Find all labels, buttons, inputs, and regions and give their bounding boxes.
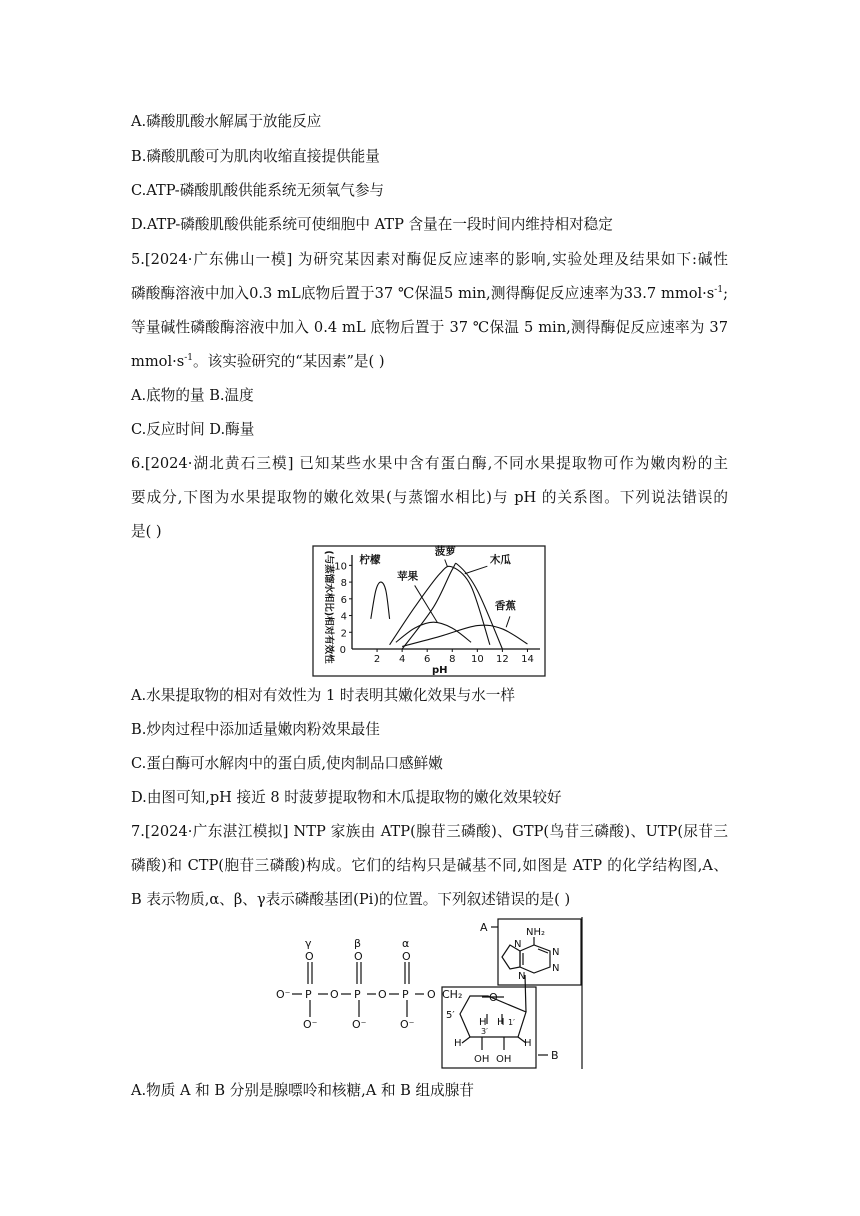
amino-group: NH₂ — [526, 927, 546, 938]
q5-stem-line1: 5.[2024·广东佛山一模] 为研究某因素对酶促反应速率的影响,实验处理及结果如下:碱性 — [131, 251, 728, 268]
x-tick-label: 12 — [496, 654, 509, 665]
q5-sup-1: -1 — [714, 285, 724, 296]
q5-options-cd: C.反应时间 D.酶量 — [131, 421, 255, 438]
atom-o: O — [305, 950, 314, 963]
series-label: 柠檬 — [359, 553, 381, 566]
atom-o: O — [330, 988, 339, 1001]
atom-o-minus: O⁻ — [352, 1018, 367, 1031]
q6-option-b: B.炒肉过程中添加适量嫩肉粉效果最佳 — [131, 721, 380, 738]
q6-option-d: D.由图可知,pH 接近 8 时菠萝提取物和木瓜提取物的嫩化效果较好 — [131, 789, 562, 806]
atom-o: O — [402, 950, 411, 963]
carbon-1-prime: 1′ — [508, 1018, 515, 1027]
y-tick-label: 8 — [340, 578, 347, 590]
atom-h: H — [497, 1017, 505, 1028]
atom-p: P — [354, 988, 361, 1001]
q5-options-ab: A.底物的量 B.温度 — [131, 387, 254, 404]
y-tick-label: 4 — [340, 611, 347, 623]
q6-stem-line3: 是( ) — [131, 523, 162, 540]
atom-n: N — [514, 939, 522, 950]
atom-o: O — [378, 988, 387, 1001]
q6-stem-line2: 要成分,下图为水果提取物的嫩化效果(与蒸馏水相比)与 pH 的关系图。下列说法错误的 — [131, 489, 728, 506]
alpha-label: α — [402, 937, 410, 950]
label-b: B — [551, 1049, 559, 1062]
hydroxyl-group: OH — [496, 1054, 512, 1065]
gamma-label: γ — [305, 937, 312, 950]
q4-option-c: C.ATP-磷酸肌酸供能系统无须氧气参与 — [131, 182, 385, 199]
x-tick-label: 2 — [373, 654, 381, 665]
atom-h: H — [524, 1038, 532, 1049]
q7-stem-line3: B 表示物质,α、β、γ表示磷酸基团(Pi)的位置。下列叙述错误的是( ) — [131, 891, 571, 908]
atom-o: O — [427, 988, 436, 1001]
y-tick-label: 2 — [340, 628, 347, 640]
atom-o: O — [354, 950, 363, 963]
atom-o-minus: O⁻ — [276, 988, 291, 1001]
q4-option-d: D.ATP-磷酸肌酸供能系统可使细胞中 ATP 含量在一段时间内维持相对稳定 — [131, 216, 613, 233]
x-tick-label: 4 — [398, 654, 406, 665]
series-label: 香蕉 — [494, 599, 516, 612]
q6-stem-line1: 6.[2024·湖北黄石三模] 已知某些水果中含有蛋白酶,不同水果提取物可作为嫩肉粉的主 — [131, 455, 728, 472]
q7-stem-line1: 7.[2024·广东湛江模拟] NTP 家族由 ATP(腺苷三磷酸)、GTP(鸟苷三磷酸)、UTP(尿苷三 — [131, 823, 728, 840]
atom-h: H — [454, 1038, 462, 1049]
chart-ylabel: (与蒸馏水相比)相对有效性 — [323, 550, 334, 664]
x-tick-label: 8 — [449, 654, 456, 665]
atom-o-minus: O⁻ — [400, 1018, 415, 1031]
q4-option-a: A.磷酸肌酸水解属于放能反应 — [131, 113, 322, 130]
atom-p: P — [305, 988, 312, 1001]
label-a: A — [480, 921, 488, 934]
q7-option-a: A.物质 A 和 B 分别是腺嘌呤和核糖,A 和 B 组成腺苷 — [131, 1082, 474, 1099]
x-tick-label: 6 — [424, 654, 431, 665]
y-tick-label: 6 — [340, 594, 347, 606]
q5-sup-2: -1 — [184, 353, 194, 364]
ring-oxygen: O — [489, 991, 498, 1004]
atom-p: P — [402, 988, 409, 1001]
atom-n: N — [552, 947, 560, 958]
atom-ch2: CH₂ — [442, 988, 463, 1001]
q7-stem-line2: 磷酸)和 CTP(胞苷三磷酸)构成。它们的结构只是碱基不同,如图是 ATP 的化学结构图,A、 — [131, 857, 728, 874]
hydroxyl-group: OH — [474, 1054, 490, 1065]
atp-structure-figure — [272, 917, 584, 1069]
q5-stem-line2: 磷酸酶溶液中加入0.3 mL底物后置于37 ℃保温5 min,测得酶促反应速率为33.7 $mmol\cdot s^{-1}$; — [131, 285, 728, 302]
q5-stem-line3: 等量碱性磷酸酶溶液中加入 0.4 mL 底物后置于 37 ℃保温 5 min,测得酶促反应速率为 37 — [131, 319, 728, 336]
beta-label: β — [354, 937, 362, 950]
q5-stem-line4: $mmol\cdot s^{-1}$。该实验研究的“某因素”是( ) — [131, 353, 385, 370]
atom-n: N — [518, 971, 526, 982]
x-tick-label: 14 — [521, 654, 534, 665]
q6-option-c: C.蛋白酶可水解肉中的蛋白质,使肉制品口感鲜嫩 — [131, 755, 443, 772]
q4-option-b: B.磷酸肌酸可为肌肉收缩直接提供能量 — [131, 148, 380, 165]
series-label: 木瓜 — [489, 553, 511, 566]
x-axis-label: pH — [431, 665, 448, 676]
series-label: 苹果 — [397, 570, 419, 583]
atom-h: H — [479, 1017, 487, 1028]
y-tick-label: 10 — [334, 561, 347, 573]
q6-option-a: A.水果提取物的相对有效性为 1 时表明其嫩化效果与水一样 — [131, 687, 515, 704]
atom-o-minus: O⁻ — [303, 1018, 318, 1031]
y-tick-label: 0 — [339, 645, 346, 656]
carbon-5-prime: 5′ — [446, 1010, 455, 1021]
atom-n: N — [552, 963, 560, 974]
carbon-3-prime: 3′ — [481, 1027, 488, 1036]
ph-effectiveness-chart — [312, 545, 546, 677]
x-tick-label: 10 — [470, 654, 484, 665]
series-label: 菠萝 — [434, 545, 456, 558]
